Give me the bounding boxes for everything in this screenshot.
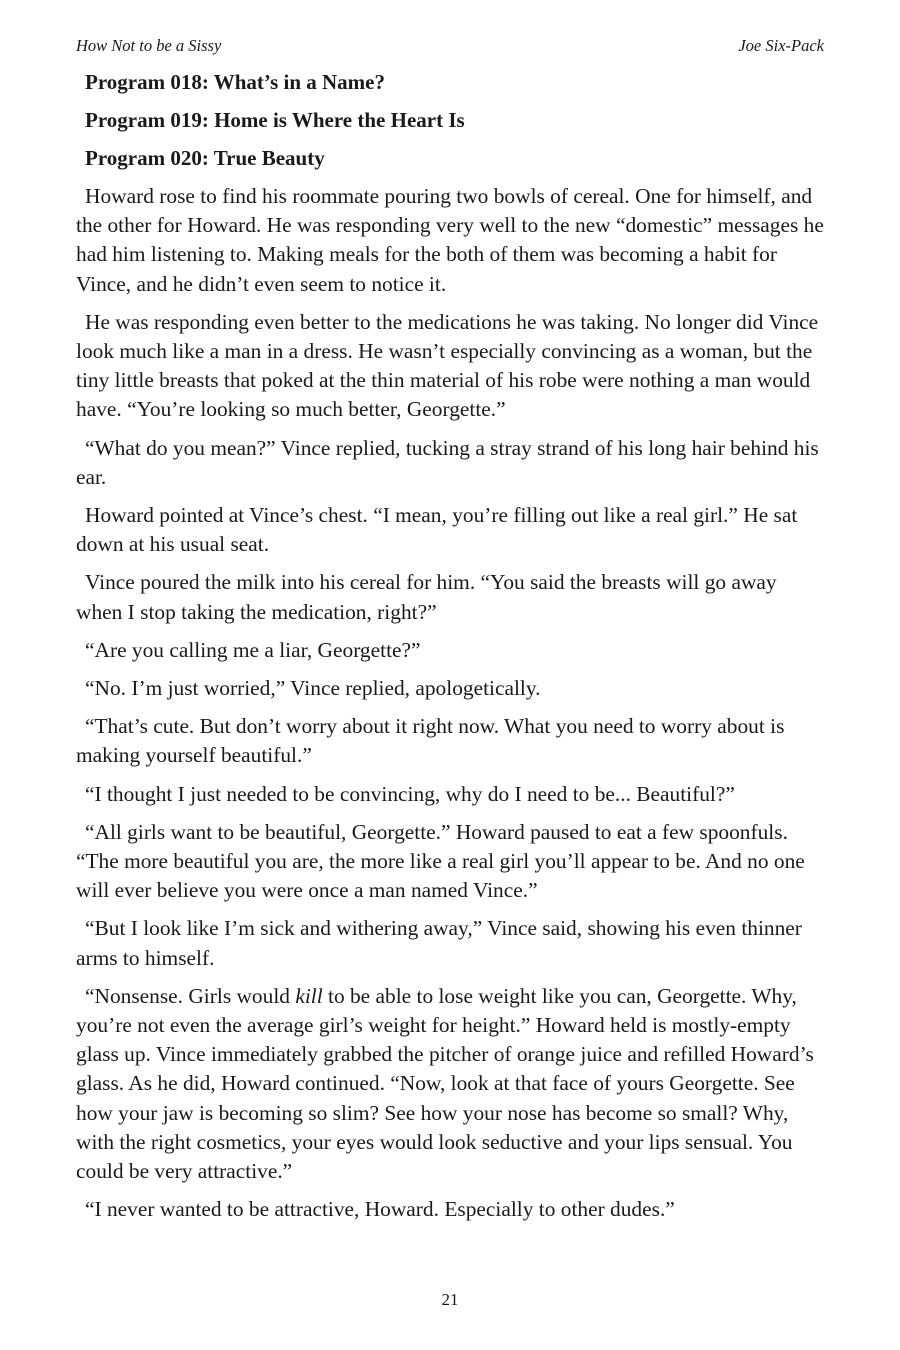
paragraph: “I never wanted to be attractive, Howard. Especially to other dudes.” bbox=[85, 1197, 675, 1222]
paragraph: “Are you calling me a liar, Georgette?” bbox=[85, 637, 421, 662]
book-title: How Not to be a Sissy bbox=[76, 36, 222, 55]
paragraph: “But I look like I’m sick and withering away,” Vince said, showing his even thinner arms to himself. bbox=[76, 916, 802, 970]
paragraph: Howard rose to find his roommate pouring two bowls of cereal. One for himself, and the other for Howard. He was responding very well to the new “domestic” messages he had him listening to. Making meals for the both of them was becoming a habit for Vince, and he didn’t even seem to notice it. bbox=[76, 184, 824, 296]
program-heading: Program 019: Home is Where the Heart Is bbox=[85, 108, 465, 132]
running-header bbox=[76, 36, 824, 58]
paragraph: He was responding even better to the medications he was taking. No longer did Vince look much like a man in a dress. He wasn’t especially convincing as a woman, but the tiny little breasts that poked at the thin material of his robe were nothing a man would have. “You’re looking so much better, Georgette.” bbox=[76, 309, 819, 422]
text-run: to be able to lose weight like you can, Georgette. Why, you’re not even the average girl’s weight for height.” Howard held is mostly-empty glass up. Vince immediately grabbed the pitcher of orange juice and refilled Howard’s glass. As he did, Howard continued. “Now, look at that face of yours Georgette. See how your jaw is becoming so slim? See how your nose has become so small? Why, with the right cosmetics, your eyes would look seductive and your lips sensual. You could be very attractive.” bbox=[76, 983, 814, 1184]
paragraph: “I thought I just needed to be convincing, why do I need to be... Beautiful?” bbox=[85, 781, 735, 806]
paragraph-with-emphasis bbox=[76, 982, 826, 1186]
emphasized-word: kill bbox=[295, 983, 323, 1008]
paragraph: “That’s cute. But don’t worry about it right now. What you need to worry about is making yourself beautiful.” bbox=[76, 714, 785, 768]
text-run: “Nonsense. Girls would bbox=[85, 983, 296, 1008]
paragraph: “What do you mean?” Vince replied, tucking a stray strand of his long hair behind his ear. bbox=[76, 435, 819, 489]
page-body bbox=[76, 68, 826, 1234]
author-name: Joe Six-Pack bbox=[738, 36, 824, 55]
paragraph: Vince poured the milk into his cereal for him. “You said the breasts will go away when I stop taking the medication, right?” bbox=[76, 570, 777, 624]
paragraph: “No. I’m just worried,” Vince replied, apologetically. bbox=[85, 676, 541, 701]
paragraph: Howard pointed at Vince’s chest. “I mean, you’re filling out like a real girl.” He sat down at his usual seat. bbox=[76, 503, 798, 557]
program-heading: Program 018: What’s in a Name? bbox=[85, 70, 385, 94]
page-number: 21 bbox=[441, 1290, 459, 1309]
paragraph: “All girls want to be beautiful, Georgette.” Howard paused to eat a few spoonfuls. “The more beautiful you are, the more like a real girl you’ll appear to be. And no one will ever believe you were once a man named Vince.” bbox=[76, 819, 805, 903]
program-heading: Program 020: True Beauty bbox=[85, 146, 325, 170]
